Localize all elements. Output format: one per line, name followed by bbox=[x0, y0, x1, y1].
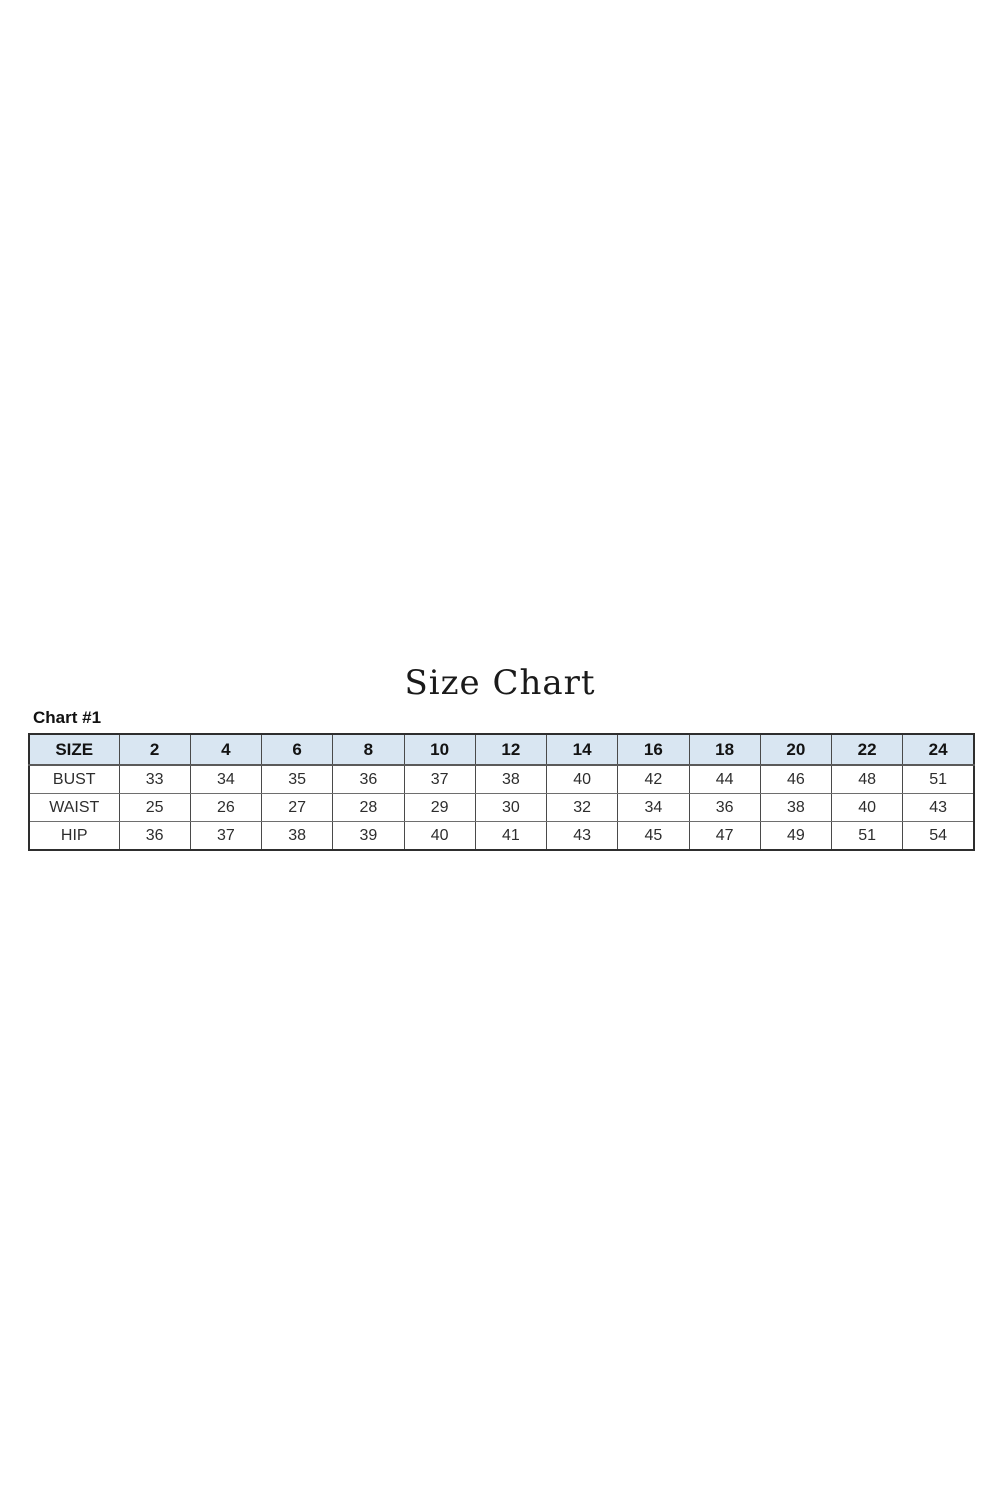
row-label-waist: WAIST bbox=[29, 794, 119, 822]
cell-hip-size-16: 45 bbox=[618, 822, 689, 851]
size-chart-table bbox=[28, 733, 975, 851]
header-cell-size-2: 2 bbox=[119, 734, 190, 765]
table-body bbox=[29, 765, 974, 850]
cell-hip-size-24: 54 bbox=[903, 822, 974, 851]
cell-bust-size-18: 44 bbox=[689, 765, 760, 794]
cell-bust-size-22: 48 bbox=[832, 765, 903, 794]
cell-hip-size-12: 41 bbox=[475, 822, 546, 851]
cell-bust-size-4: 34 bbox=[190, 765, 261, 794]
header-cell-size-18: 18 bbox=[689, 734, 760, 765]
cell-hip-size-22: 51 bbox=[832, 822, 903, 851]
cell-waist-size-14: 32 bbox=[547, 794, 618, 822]
cell-waist-size-24: 43 bbox=[903, 794, 974, 822]
cell-hip-size-14: 43 bbox=[547, 822, 618, 851]
cell-waist-size-4: 26 bbox=[190, 794, 261, 822]
cell-bust-size-10: 37 bbox=[404, 765, 475, 794]
cell-waist-size-22: 40 bbox=[832, 794, 903, 822]
cell-waist-size-20: 38 bbox=[760, 794, 831, 822]
header-cell-size-8: 8 bbox=[333, 734, 404, 765]
cell-bust-size-24: 51 bbox=[903, 765, 974, 794]
cell-bust-size-6: 35 bbox=[262, 765, 333, 794]
chart-number-label: Chart #1 bbox=[33, 708, 102, 727]
header-cell-size-24: 24 bbox=[903, 734, 974, 765]
header-cell-size-16: 16 bbox=[618, 734, 689, 765]
row-label-bust: BUST bbox=[29, 765, 119, 794]
cell-bust-size-12: 38 bbox=[475, 765, 546, 794]
header-cell-size-20: 20 bbox=[760, 734, 831, 765]
cell-bust-size-16: 42 bbox=[618, 765, 689, 794]
cell-waist-size-8: 28 bbox=[333, 794, 404, 822]
table-row-hip bbox=[29, 822, 974, 851]
cell-hip-size-8: 39 bbox=[333, 822, 404, 851]
header-cell-size-14: 14 bbox=[547, 734, 618, 765]
cell-waist-size-10: 29 bbox=[404, 794, 475, 822]
cell-hip-size-4: 37 bbox=[190, 822, 261, 851]
cell-waist-size-2: 25 bbox=[119, 794, 190, 822]
header-cell-size-22: 22 bbox=[832, 734, 903, 765]
cell-hip-size-6: 38 bbox=[262, 822, 333, 851]
cell-bust-size-14: 40 bbox=[547, 765, 618, 794]
header-cell-size-6: 6 bbox=[262, 734, 333, 765]
header-cell-size-4: 4 bbox=[190, 734, 261, 765]
header-row bbox=[29, 734, 974, 765]
cell-waist-size-16: 34 bbox=[618, 794, 689, 822]
cell-hip-size-2: 36 bbox=[119, 822, 190, 851]
cell-hip-size-10: 40 bbox=[404, 822, 475, 851]
table-row-bust bbox=[29, 765, 974, 794]
table-row-waist bbox=[29, 794, 974, 822]
table-header bbox=[29, 734, 974, 765]
cell-bust-size-20: 46 bbox=[760, 765, 831, 794]
header-cell-size: SIZE bbox=[29, 734, 119, 765]
cell-hip-size-18: 47 bbox=[689, 822, 760, 851]
row-label-hip: HIP bbox=[29, 822, 119, 851]
cell-bust-size-2: 33 bbox=[119, 765, 190, 794]
cell-waist-size-12: 30 bbox=[475, 794, 546, 822]
header-cell-size-12: 12 bbox=[475, 734, 546, 765]
header-cell-size-10: 10 bbox=[404, 734, 475, 765]
cell-hip-size-20: 49 bbox=[760, 822, 831, 851]
cell-waist-size-6: 27 bbox=[262, 794, 333, 822]
page-title: Size Chart bbox=[404, 663, 596, 703]
cell-waist-size-18: 36 bbox=[689, 794, 760, 822]
cell-bust-size-8: 36 bbox=[333, 765, 404, 794]
